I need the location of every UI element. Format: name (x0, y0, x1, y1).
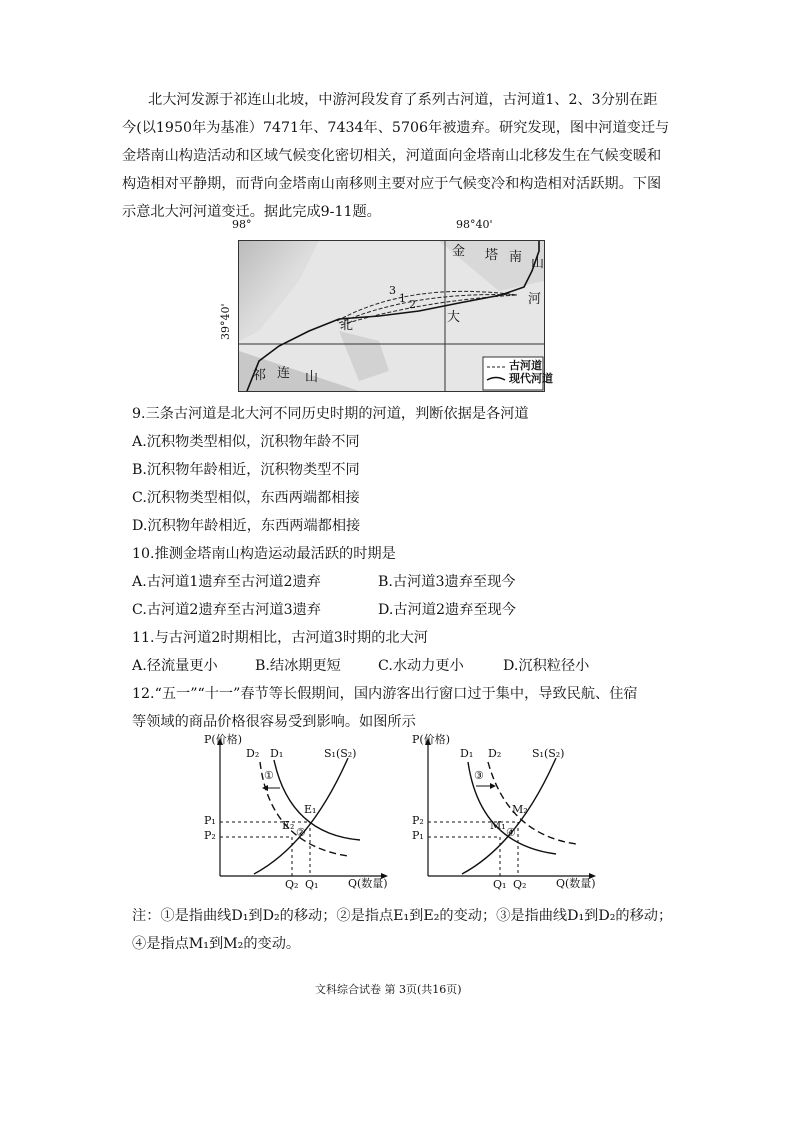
channel-label-1: 1 (399, 292, 406, 305)
map-label-nan: 南 (509, 250, 523, 265)
right-p1-label: P₁ (412, 829, 424, 842)
right-s-label: S₁(S₂) (532, 747, 565, 760)
river-map (238, 240, 553, 392)
map-label-shan: 山 (531, 256, 545, 271)
q9-option-d[interactable]: D.沉积物年龄相近，东西两端都相接 (132, 518, 361, 534)
left-q2-label: Q₂ (285, 878, 299, 891)
right-m1-label: M₁ (490, 819, 506, 832)
left-q1-label: Q₁ (305, 878, 319, 891)
channel-label-2: 2 (409, 298, 416, 311)
map-label-shan-2: 山 (305, 370, 319, 385)
passage-line-3: 金塔南山构造活动和区域气候变化密切相关，河道面向金塔南山北移发生在气候变暖和 (122, 148, 662, 164)
note-line-1: 注：①是指曲线D₁到D₂的移动；②是指点E₁到E₂的变动；③是指曲线D₁到D₂的移动； (132, 908, 673, 924)
map-label-jin: 金 (452, 244, 466, 259)
page-footer: 文科综合试卷 第 3页(共16页) (315, 983, 462, 996)
passage-line-4: 构造相对平静期，而背向金塔南山南移则主要对应于气候变冷和构造相对活跃期。下图 (122, 176, 662, 192)
right-q1-label: Q₁ (493, 878, 507, 891)
q11-option-a[interactable]: A.径流量更小 (132, 658, 218, 674)
left-yaxis-label: P(价格) (204, 733, 242, 746)
right-p2-label: P₂ (412, 814, 424, 827)
map-label-lian: 连 (277, 366, 291, 381)
q11-option-c[interactable]: C.水动力更小 (378, 658, 464, 674)
q12-stem-2: 等领域的商品价格很容易受到影响。如图所示 (132, 714, 416, 730)
right-xaxis-label: Q(数量) (556, 877, 596, 890)
right-d1-label: D₁ (460, 747, 474, 760)
left-marker-2: ② (296, 826, 306, 839)
q12-stem-1: 12.“五一”“十一”春节等长假期间，国内游客出行窗口过于集中，导致民航、住宿 (132, 686, 638, 702)
right-m2-label: M₂ (512, 803, 528, 816)
q11-stem: 11.与古河道2时期相比，古河道3时期的北大河 (132, 630, 428, 646)
left-d1-label: D₁ (270, 747, 284, 760)
map-lon-right: 98°40' (456, 218, 493, 231)
left-marker-1: ① (264, 769, 274, 782)
left-xaxis-label: Q(数量) (348, 877, 388, 890)
map-label-ta: 塔 (485, 248, 499, 263)
right-marker-4: ④ (506, 826, 516, 839)
left-s-label: S₁(S₂) (324, 747, 357, 760)
right-d2-label: D₂ (488, 747, 502, 760)
q9-option-a[interactable]: A.沉积物类型相似，沉积物年龄不同 (132, 434, 360, 450)
q9-option-c[interactable]: C.沉积物类型相似，东西两端都相接 (132, 490, 360, 506)
left-e2-label: E₂ (282, 819, 295, 832)
graph-left (200, 734, 390, 894)
passage-line-5: 示意北大河河道变迁。据此完成9-11题。 (122, 204, 381, 220)
q10-stem: 10.推测金塔南山构造运动最活跃的时期是 (132, 546, 396, 562)
right-yaxis-label: P(价格) (412, 733, 450, 746)
q9-stem: 9.三条古河道是北大河不同历史时期的河道，判断依据是各河道 (132, 406, 529, 422)
q10-option-b[interactable]: B.古河道3遗弃至现今 (378, 574, 516, 590)
graph-right (408, 734, 598, 894)
left-p2-label: P₂ (204, 829, 216, 842)
note-line-2: ④是指点M₁到M₂的变动。 (132, 936, 301, 952)
map-lat: 39°40' (219, 303, 232, 340)
legend-ancient-label: 古河道 (509, 359, 542, 372)
map-label-he: 河 (528, 292, 542, 307)
left-e1-label: E₁ (304, 803, 317, 816)
legend-modern-label: 现代河道 (509, 372, 553, 385)
left-p1-label: P₁ (204, 814, 216, 827)
q11-option-b[interactable]: B.结冰期更短 (255, 658, 341, 674)
map-label-da: 大 (447, 310, 461, 325)
q10-option-a[interactable]: A.古河道1遗弃至古河道2遗弃 (132, 574, 321, 590)
q9-option-b[interactable]: B.沉积物年龄相近，沉积物类型不同 (132, 462, 360, 478)
right-marker-3: ③ (474, 769, 484, 782)
q10-option-c[interactable]: C.古河道2遗弃至古河道3遗弃 (132, 602, 321, 618)
map-label-qi: 祁 (253, 368, 267, 383)
channel-label-3: 3 (389, 284, 396, 297)
left-d2-label: D₂ (246, 747, 260, 760)
q10-option-d[interactable]: D.古河道2遗弃至现今 (378, 602, 516, 618)
passage-line-2: 今(以1950年为基准）7471年、7434年、5706年被遗弃。研究发现，图中河道变迁与 (122, 120, 670, 136)
map-lon-left: 98° (232, 218, 252, 231)
q11-option-d[interactable]: D.沉积粒径小 (503, 658, 590, 674)
map-label-bei: 北 (340, 318, 354, 333)
passage-line-1: 北大河发源于祁连山北坡，中游河段发育了系列古河道，古河道1、2、3分别在距 (148, 92, 658, 108)
right-q2-label: Q₂ (513, 878, 527, 891)
